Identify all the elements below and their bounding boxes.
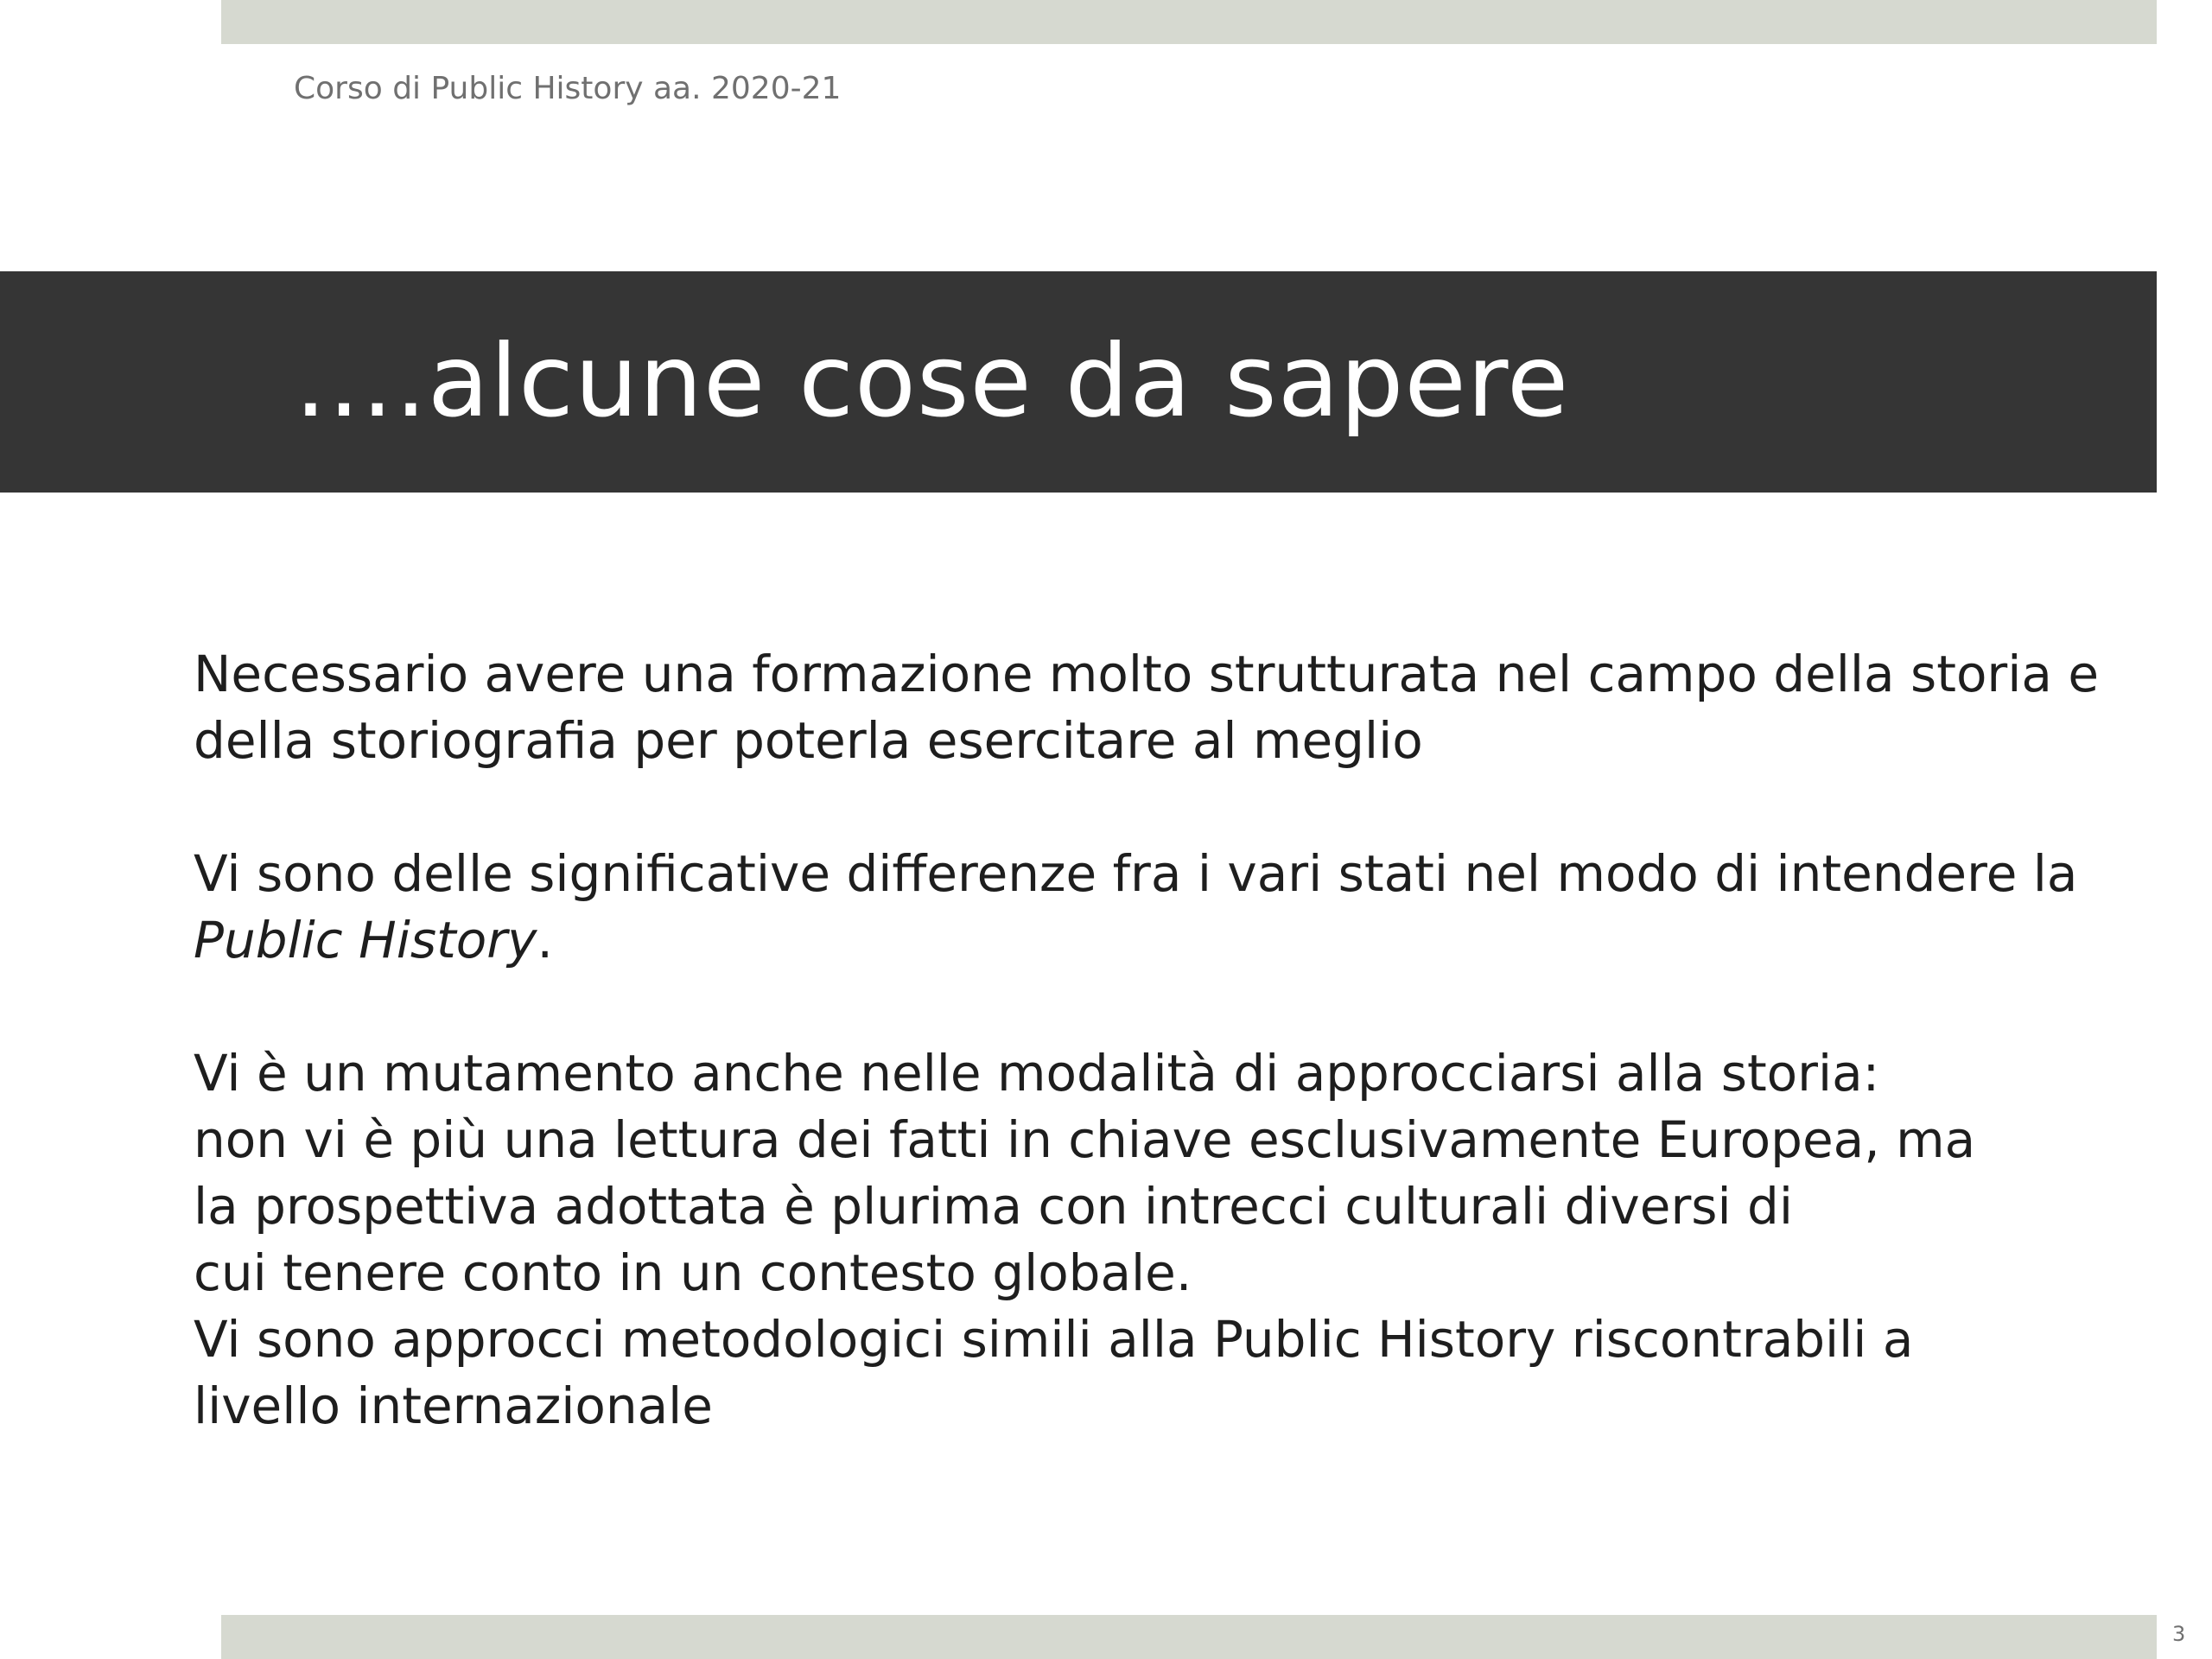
paragraph-change-line-4: cui tenere conto in un contesto globale.	[194, 1243, 1192, 1302]
bottom-decorative-band	[221, 1615, 2157, 1659]
page-number: 3	[2172, 1622, 2186, 1646]
title-bar	[0, 271, 2157, 493]
paragraph-formation: Necessario avere una formazione molto strutturata nel campo della storia e della storiografia per poterla esercitare al meglio	[194, 645, 2100, 770]
public-history-italic: Public History	[194, 911, 537, 969]
slide-body	[194, 641, 2129, 1440]
paragraph-approaches-line-2: livello internazionale	[194, 1376, 713, 1435]
paragraph-change-line-2: non vi è più una lettura dei fatti in chiave esclusivamente Europea, ma	[194, 1110, 1976, 1169]
paragraph-change-line-1: Vi è un mutamento anche nelle modalità di approcciarsi alla storia:	[194, 1044, 1880, 1103]
slide-title: ….alcune cose da sapere	[294, 323, 1570, 440]
paragraph-differences-text: Vi sono delle significative differenze fra i vari stati nel modo di intendere la	[194, 844, 2078, 903]
paragraph-differences	[194, 841, 2129, 974]
top-decorative-band	[221, 0, 2157, 44]
paragraph-differences-end: .	[537, 911, 553, 969]
paragraph-approaches-line-1: Vi sono approcci metodologici simili alla Public History riscontrabili a	[194, 1310, 1914, 1369]
course-header: Corso di Public History aa. 2020-21	[294, 71, 842, 106]
paragraph-change-line-3: la prospettiva adottata è plurima con intrecci culturali diversi di	[194, 1177, 1793, 1236]
